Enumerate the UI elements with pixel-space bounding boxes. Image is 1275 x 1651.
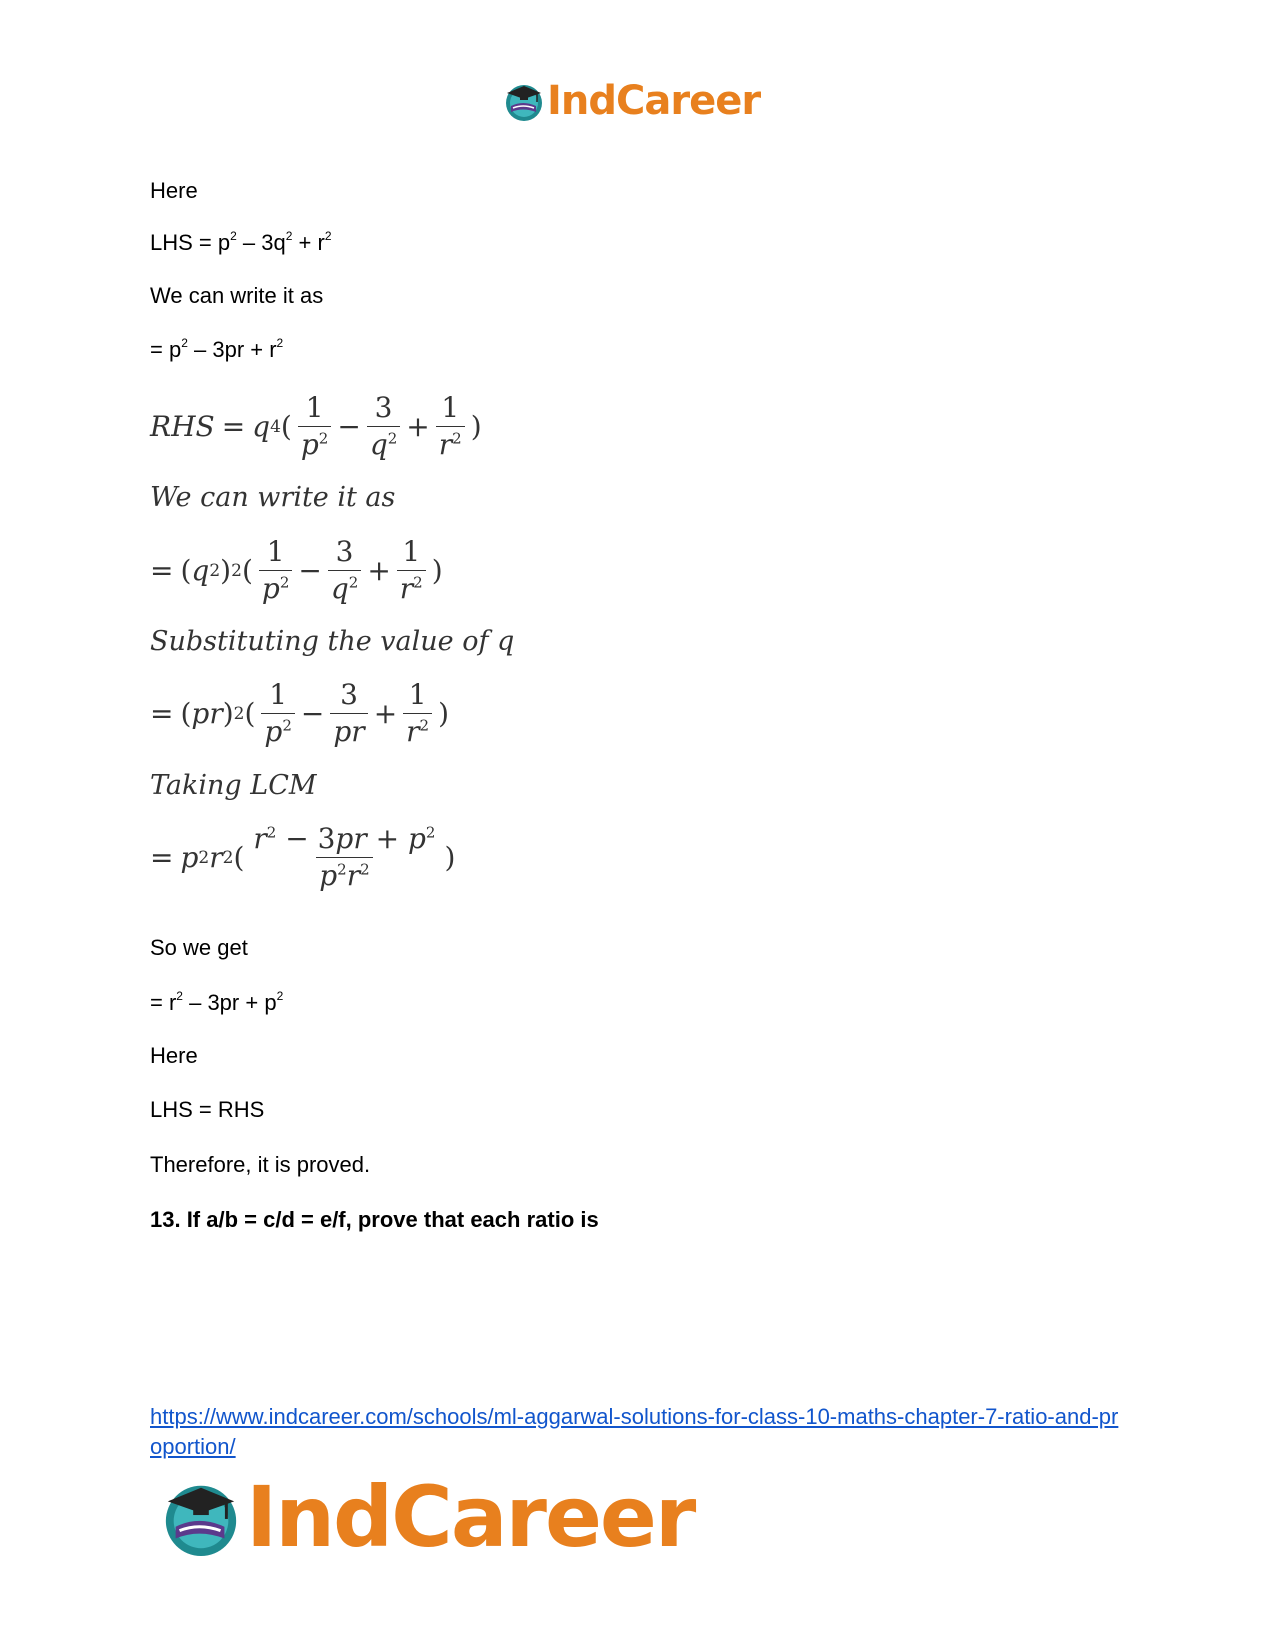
math-eq-lcm: = p 2 r 2 ( $\frac{r^2 - 3pr + p^2}{p^2r^2}$ ) [150, 822, 456, 892]
math-eq-pr-squared: = ( pr ) 2 ( $\frac{1}{p^2}$ − $\frac{3}{pr}$ + $\frac{1}{r^2}$ ) [150, 678, 450, 748]
text-lhs-expression: LHS = $p^2 - 3q^2 + r^2$ [150, 228, 332, 255]
text-here-2: Here [150, 1043, 198, 1068]
question-13: 13. If a/b = c/d = e/f, prove that each ratio is [150, 1207, 599, 1232]
graduation-cap-logo-icon [160, 1476, 242, 1558]
text-eq-p2-3pr-r2: = $p^2 - 3pr + r^2$ [150, 335, 284, 362]
graduation-cap-logo-icon [503, 80, 545, 122]
text-here-1: Here [150, 178, 198, 203]
text-so-we-get: So we get [150, 935, 248, 960]
footer-logo [160, 1468, 694, 1566]
text-eq-r2-3pr-p2: = $r^2 - 3pr + p^2$ [150, 988, 284, 1015]
brand-wordmark-large: IndCareer [246, 1468, 695, 1566]
text-proved: Therefore, it is proved. [150, 1152, 371, 1177]
footer-url-link[interactable]: https://www.indcareer.com/schools/ml-aggarwal-solutions-for-class-10-maths-chapter-7-ratio-and-proportion/ [150, 1404, 1119, 1459]
header-logo [503, 78, 760, 124]
brand-wordmark: IndCareer [547, 78, 761, 124]
math-text-substituting: Substituting the value of q [150, 626, 515, 657]
text-lhs-equals-rhs: LHS = RHS [150, 1097, 265, 1122]
math-text-taking-lcm: Taking LCM [150, 770, 317, 801]
math-rhs-expression: RHS = q 4 ( $\frac{1}{p^2}$ − $\frac{3}{q^2}$ + $\frac{1}{r^2}$ ) [150, 391, 482, 461]
math-eq-q2-squared: = ( q 2 ) 2 ( $\frac{1}{p^2}$ − $\frac{3}{q^2}$ + $\frac{1}{r^2}$ ) [150, 535, 443, 605]
math-text-we-can-write: We can write it as [150, 482, 396, 513]
text-we-can-write: We can write it as [150, 283, 324, 308]
